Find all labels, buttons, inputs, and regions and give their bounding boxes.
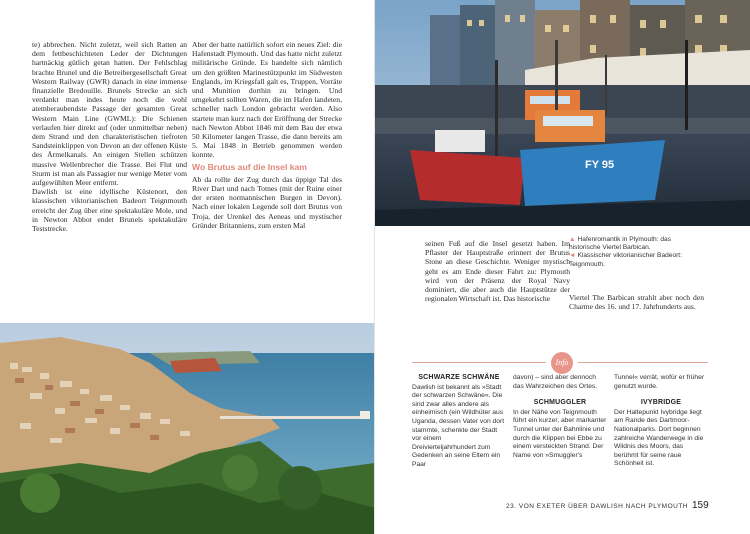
divider [578,362,708,363]
running-footer: 23. VON EXETER ÜBER DAWLISH NACH PLYMOUTH [506,503,688,510]
text-column-3 [425,239,570,303]
paragraph: Viertel The Barbican strahlt aber noch den Charme des 16. und 17. Jahrhunderts aus. [569,293,704,312]
paragraph: seinen Fuß auf die Insel gesetzt haben. Im Pflaster der Hauptstraße erinnert der Brutus Stone an diese Geschichte. Weniger mystisch geht es am Ende dieser Fahrt zu: Plymouth wird von der Präsenz der Royal Navy dominiert, die aber auch die Hauptstütze der regionalen Wirtschaft ist. Das historische [425,239,570,304]
info-text: Der Haltepunkt Ivybridge liegt am Rande des Dartmoor-Nationalparks. Dort beginnen zahlreiche Wanderwege in die Wildnis des Moors, das berühmt für seine raue Schönheit ist. [614,408,704,468]
caption-marker-up-icon: ▲ [569,236,576,243]
info-column-smugglers [513,374,607,460]
info-column-ivybridge [614,374,708,469]
info-badge: Info [551,352,573,374]
info-column-black-swans [412,374,506,470]
photo-captions [569,236,699,269]
text-column-4 [569,293,704,311]
info-heading: SCHWARZE SCHWÄNE [418,374,500,381]
text-column-1 [32,40,187,233]
boat-registration-label: FY 95 [585,159,615,171]
info-box [412,352,708,492]
caption-teignmouth: ◄ Klassischer viktorianischer Badeort: Teignmouth. [569,252,682,268]
section-subhead: Wo Brutus auf die Insel kam [192,161,307,172]
plymouth-illustration [375,0,750,226]
info-text: Dawlish ist bekannt als »Stadt der schwarzen Schwäne«. Die sind zwar alles andere als einheimisch (ein Wildhüter aus Uganda, dessen Vater von dort stammte, schenkte der Stadt vor einem Dreivierteljahrhundert zum Gedenken an seine Eltern ein Paar [412,383,505,468]
info-text: In der Nähe von Teignmouth führt ein kurzer, aber markanter Tunnel unter der Bahnlinie und durch die Klippen bei Ebbe zu einem versteckten Strand. Der Name von »Smuggler's [513,408,607,459]
caption-marker-left-icon: ◄ [569,252,576,260]
divider [412,362,546,363]
info-heading: SCHMUGGLER [533,399,587,407]
text-column-2 [192,40,342,230]
caption-plymouth: ▲ Hafenromantik in Plymouth: das historische Viertel Barbican. [569,236,671,252]
info-text: davon) – sind aber dennoch das Wahrzeichen des Ortes. [513,374,598,390]
info-text: Tunnel« verrät, wofür er früher genutzt wurde. [614,374,705,390]
paragraph: Ab da rollte der Zug durch das üppige Tal des River Dart und nach Totnes (mit der Ruine einer der ersten normannischen Burgen in Devon). Nach einer lokalen Legende soll dort Brutus von Troja, der Urenkel des Aeneas und mystischer Gründer Britanniens, zum ersten Mal [192,174,342,230]
paragraph: Aber der hatte natürlich sofort ein neues Ziel: die Hafenstadt Plymouth. Und das hatte nicht zuletzt militärische Gründe. Es handelte sich nämlich um den größten Marinestützpunkt im Südwesten Englands, im Kriegsfall galt es, Truppen, Vorräte und Munition dorthin zu bringen. Und umgekehrt sollten Waren, die im Hafen landeten, schneller nach London gebracht werden. Also startete man kurz nach der Eröffnung der Strecke nach Newton Abbot 1846 mit dem Bau der etwa 50 Kilometer langen Trasse, die dann bereits am 5. Mai 1848 in Betrieb genommen werden konnte. [192,40,342,160]
paragraph: te) abbrechen. Nicht zuletzt, weil sich Ratten an dem fettbeschichteten Leder der Dichtungen hartnäckig gütlich getan hatten. Der Fehlschlag brachte Brunel und die Betreibergesellschaft Great Western Railway (GWR) danach in eine immense finanzielle Bredouille. Brunels Strecke an sich verdankt man indes heute noch die wohl atemberaubendste Passage der gesamten Great Western Main Line (GWML): Die Schienen verlaufen hier direkt auf (oder unmittelbar neben) dem Strand und den charakteristischen tiefroten Sandsteinklippen von Devon an der offenen Küste des Ärmelkanals. An einigen Stellen schützen massive Wellenbrecher die Trasse. Bei Flut und Sturm ist man als Passagier nur wenige Meter vom aufgewühlten Meer entfernt. [32,40,187,188]
page-number: 159 [692,500,709,511]
teignmouth-illustration [0,323,375,534]
teignmouth-photo [0,323,375,534]
plymouth-harbour-photo [375,0,750,226]
info-heading: IVYBRIDGE [640,399,682,407]
paragraph: Dawlish ist eine idyllische Küstenort, den klassischen viktorianischen Badeort Teignmouth erreicht der Zug über eine spektakuläre Mole, und in Newton Abbot endet Brunels spektakuläre Teststrecke. [32,187,187,234]
